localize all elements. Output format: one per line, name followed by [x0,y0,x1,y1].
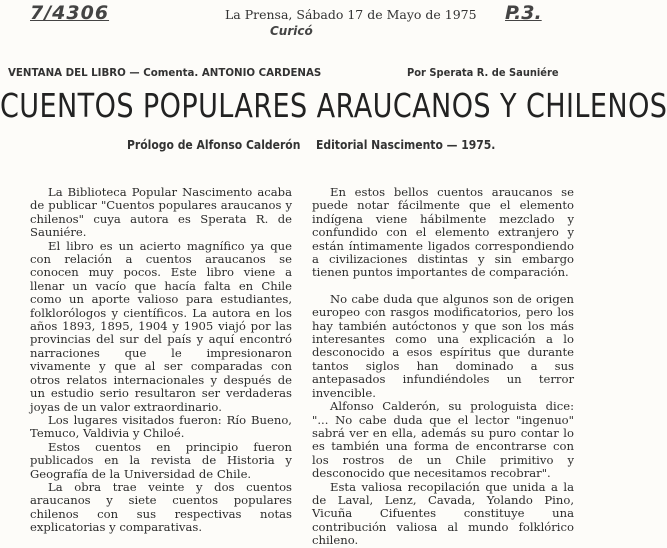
byline: Por Sperata R. de Sauniére [407,66,559,79]
publisher-credit: Editorial Nascimento — 1975. [316,138,496,152]
paragraph: La Biblioteca Popular Nascimento acaba de publicar "Cuentos populares araucanos y chilenos" cuya autora es Sperata R. de Sauniére. [30,185,292,240]
handwritten-reference-number: 7/4306 [30,2,110,24]
paragraph: Alfonso Calderón, su prologuista dice: "... No cabe duda que el lector "ingenuo" sabrá ver en ella, además su puro contar lo es también una forma de encontrarse con los rostros de un Chile primitivo y desconocido que necesitamos recobrar". [312,399,574,481]
prologue-credit: Prólogo de Alfonso Calderón [127,138,301,152]
paragraph: En estos bellos cuentos araucanos se puede notar fácilmente que el elemento indígena viene hábilmente mezclado y confundido con el elemento extranjero y están íntimamente ligados correspondiendo a civilizaciones distintas y sin embargo tienen puntos importantes de comparación. [312,185,574,280]
paragraph: Los lugares visitados fueron: Río Bueno, Temuco, Valdivia y Chiloé. [30,412,292,441]
handwritten-page-number: P.3. [505,2,542,24]
section-header: VENTANA DEL LIBRO — Comenta. ANTONIO CARDENAS [8,66,322,79]
handwritten-city-note: Curicó [270,24,313,38]
article-column-right [312,186,574,548]
paragraph: El libro es un acierto magnífico ya que con relación a cuentos araucanos se conocen muy pocos. Este libro viene a llenar un vacío que hacía falta en Chile como un aporte valioso para estudiantes, folklorólogos y científicos. La autora en los años 1893, 1895, 1904 y 1905 viajó por las provincias del sur del país y aquí encontró narraciones que le impresionaron vivamente y que al ser comparadas con otros relatos internacionales y después de un estudio serio resultaron ser verdaderas joyas de un valor extraordinario. [30,238,292,414]
paragraph: Estos cuentos en principio fueron publicados en la revista de Historia y Geografía de la Universidad de Chile. [30,439,292,481]
paragraph: Esta valiosa recopilación que unida a la de Laval, Lenz, Cavada, Yolando Pino, Vicuña Cifuentes constituye una contribución valiosa al mundo folklórico chileno. [312,479,574,548]
paragraph: La obra trae veinte y dos cuentos araucanos y siete cuentos populares chilenos con sus respectivas notas explicatorias y comparativas. [30,479,292,535]
article-title: CUENTOS POPULARES ARAUCANOS Y CHILENOS [0,86,667,125]
paragraph: No cabe duda que algunos son de origen europeo con rasgos modificatorios, pero los hay también autóctonos y que son los más interesantes como una explicación a lo desconocido a esos espíritus que durante tantos siglos han dominado a sus antepasados infundiéndoles un terror invencible. [312,291,574,400]
article-column-left [30,186,292,535]
newspaper-dateline: La Prensa, Sábado 17 de Mayo de 1975 [225,7,477,22]
